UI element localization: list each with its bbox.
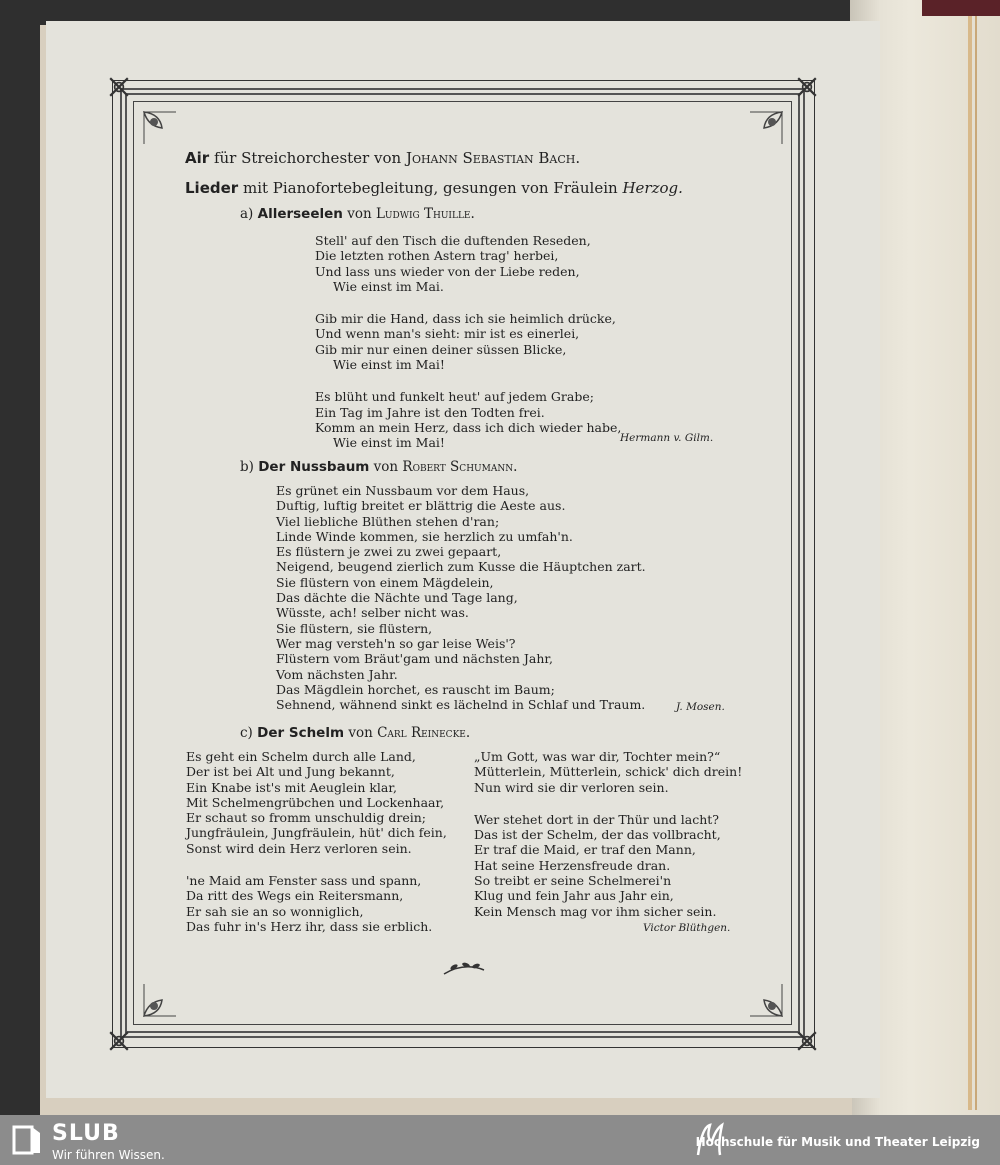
song-c-title: Der Schelm (257, 725, 345, 741)
verse-line: Wie einst im Mai. (333, 278, 444, 294)
corner-ornament-icon (108, 76, 130, 98)
song-c-von: von (348, 725, 373, 741)
slub-tagline: Wir führen Wissen. (52, 1148, 165, 1162)
song-a-marker: a) (240, 206, 254, 222)
institution-name: Hochschule für Musik und Theater Leipzig (695, 1135, 980, 1149)
verse-line: Ein Tag im Jahre ist den Todten frei. (315, 404, 545, 420)
verse-line: Hat seine Herzensfreude dran. (474, 857, 671, 873)
corner-ornament-icon (796, 1030, 818, 1052)
verse-line: Sehnend, wähnend sinkt es lächelnd in Schlaf und Traum. (276, 697, 646, 713)
verse-line: Komm an mein Herz, dass ich dich wieder habe, (315, 419, 622, 435)
verse-line: Und wenn man's sieht: mir ist es einerlei, (315, 326, 580, 342)
bookmark-ribbon (922, 0, 1000, 16)
corner-ornament-icon (108, 1030, 130, 1052)
verse-line: Und lass uns wieder von der Liebe reden, (315, 263, 580, 279)
verse-line: Wie einst im Mai! (333, 435, 445, 451)
verse-line: Das dächte die Nächte und Tage lang, (276, 590, 518, 606)
song-c-marker: c) (240, 725, 253, 741)
footer-bar (0, 1115, 1000, 1165)
verse-line: Duftig, luftig breitet er blättrig die Aeste aus. (276, 498, 566, 514)
verse-line: Flüstern vom Bräut'gam und nächsten Jahr, (276, 651, 553, 667)
page-edge-line (975, 10, 977, 1110)
verse-line: Er traf die Maid, er traf den Mann, (474, 842, 696, 858)
song-a-von: von (347, 206, 372, 222)
song-b-verse (276, 483, 646, 712)
verse-line: Sonst wird dein Herz verloren sein. (186, 840, 412, 856)
verse-line: Sie flüstern, sie flüstern, (276, 620, 433, 636)
verse-line: Wie einst im Mai! (333, 357, 445, 373)
verse-line: Das ist der Schelm, der das vollbracht, (474, 827, 721, 843)
song-a-composer: Ludwig Thuille. (375, 206, 475, 222)
verse-line: Neigend, beugend zierlich zum Kusse die Häuptchen zart. (276, 559, 646, 575)
floral-corner-icon (746, 980, 786, 1020)
verse-line: Wer mag versteh'n so gar leise Weis'? (276, 635, 516, 651)
song-b-title: Der Nussbaum (258, 459, 370, 475)
song-b-composer: Robert Schumann. (402, 459, 518, 475)
song-c-composer: Carl Reinecke. (377, 725, 471, 741)
verse-line: Gib mir die Hand, dass ich sie heimlich drücke, (315, 311, 616, 327)
song-c-poet: Victor Blüthgen. (643, 922, 731, 934)
verse-line: Linde Winde kommen, sie herzlich zu umfah'n. (276, 528, 573, 544)
leaf-ornament-icon (440, 958, 488, 978)
verse-line: Die letzten rothen Astern trag' herbei, (315, 248, 559, 264)
song-b-marker: b) (240, 459, 254, 475)
song-c-verse-left (186, 749, 447, 934)
verse-line: Wüsste, ach! selber nicht was. (276, 605, 469, 621)
verse-line: So treibt er seine Schelmerei'n (474, 873, 672, 889)
verse-line: „Um Gott, was war dir, Tochter mein?“ (474, 749, 721, 764)
floral-corner-icon (140, 108, 180, 148)
verse-line: Es grünet ein Nussbaum vor dem Haus, (276, 483, 530, 498)
verse-line: Jungfräulein, Jungfräulein, hüt' dich fein, (186, 825, 447, 841)
verse-line: Das fuhr in's Herz ihr, dass sie erblich. (186, 918, 433, 934)
program-item-lieder (185, 179, 683, 197)
song-c-verse-right (474, 749, 742, 919)
verse-line: Vom nächsten Jahr. (276, 666, 398, 682)
verse-line: Stell' auf den Tisch die duftenden Reseden, (315, 233, 591, 248)
verse-line: Kein Mensch mag vor ihm sicher sein. (474, 903, 717, 919)
verse-line: Das Mägdlein horchet, es rauscht im Baum; (276, 681, 555, 697)
song-a-poet: Hermann v. Gilm. (620, 432, 714, 444)
slub-logo-text: SLUB (52, 1121, 120, 1146)
song-b-heading (240, 459, 517, 475)
song-b-von: von (373, 459, 399, 475)
verse-line: Er sah sie an so wonniglich, (186, 903, 364, 919)
verse-line: Nun wird sie dir verloren sein. (474, 779, 669, 795)
verse-line: Er schaut so fromm unschuldig drein; (186, 810, 426, 826)
floral-corner-icon (746, 108, 786, 148)
song-c-heading (240, 725, 470, 741)
program-item-air (185, 149, 580, 167)
air-title: Air (185, 149, 210, 167)
verse-line: Gib mir nur einen deiner süssen Blicke, (315, 341, 567, 357)
verse-line: Mütterlein, Mütterlein, schick' dich drein! (474, 764, 743, 780)
verse-line: Sie flüstern von einem Mägdelein, (276, 574, 494, 590)
verse-line: Es blüht und funkelt heut' auf jedem Grabe; (315, 389, 594, 405)
slub-logo-icon (10, 1123, 44, 1157)
verse-line: Es geht ein Schelm durch alle Land, (186, 749, 416, 764)
lieder-description: mit Pianofortebegleitung, gesungen von Fräulein (242, 179, 618, 197)
floral-corner-icon (140, 980, 180, 1020)
lieder-singer: Herzog. (622, 179, 683, 197)
verse-line: Der ist bei Alt und Jung bekannt, (186, 764, 395, 780)
verse-line: Es flüstern je zwei zu zwei gepaart, (276, 544, 502, 560)
song-b-poet: J. Mosen. (676, 701, 725, 713)
verse-line: Klug und fein Jahr aus Jahr ein, (474, 888, 674, 904)
verse-line: Viel liebliche Blüthen stehen d'ran; (276, 513, 500, 529)
song-a-verse (315, 233, 621, 451)
verse-line: Wer stehet dort in der Thür und lacht? (474, 811, 720, 827)
verse-line: 'ne Maid am Fenster sass und spann, (186, 873, 422, 889)
verse-line: Da ritt des Wegs ein Reitersmann, (186, 888, 404, 904)
lieder-title: Lieder (185, 179, 239, 197)
song-a-heading (240, 206, 475, 222)
air-composer: Johann Sebastian Bach. (405, 149, 581, 167)
air-description: für Streichorchester von (213, 149, 402, 167)
song-a-title: Allerseelen (257, 206, 343, 222)
verse-line: Mit Schelmengrübchen und Lockenhaar, (186, 794, 445, 810)
verse-line: Ein Knabe ist's mit Aeuglein klar, (186, 779, 397, 795)
corner-ornament-icon (796, 76, 818, 98)
page-edge-line (968, 10, 972, 1110)
